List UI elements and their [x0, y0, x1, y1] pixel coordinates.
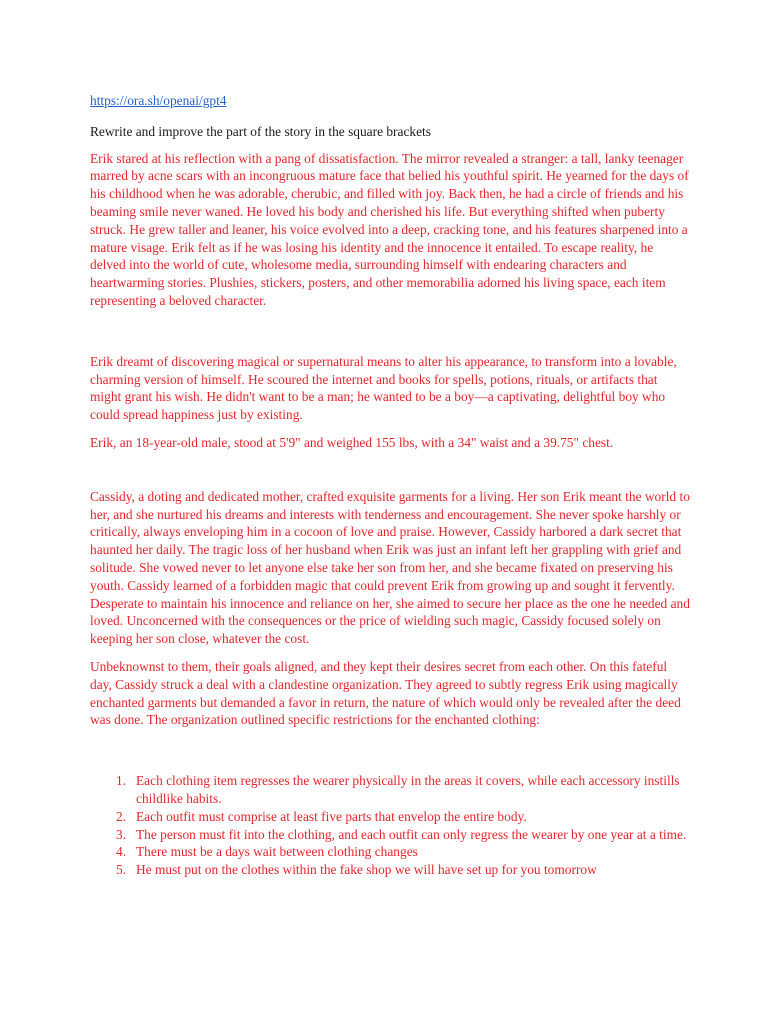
list-item [90, 861, 690, 879]
list-item-number: 4. [116, 844, 127, 860]
paragraph-gap [90, 739, 690, 772]
story-paragraph-2: Erik dreamt of discovering magical or supernatural means to alter his appearance, to transform into a lovable, charming version of himself. He scoured the internet and books for spells, potions, rituals, or artifacts that might grant his wish. He didn't want to be a man; he wanted to be a boy—a captivating, delightful boy who could spread happiness just by existing. [90, 353, 677, 423]
list-item-number: 1. [116, 773, 127, 789]
list-item [90, 843, 690, 861]
list-item-number: 5. [116, 862, 127, 878]
list-item-text: He must put on the clothes within the fake shop we will have set up for you tomorrow [136, 862, 597, 878]
list-item [90, 826, 690, 844]
instruction-text: Rewrite and improve the part of the story in the square brackets [90, 123, 431, 139]
list-item-number: 2. [116, 808, 127, 824]
document-page [90, 92, 690, 879]
story-paragraph-5: Unbeknownst to them, their goals aligned, and they kept their desires secret from each other. On this fateful day, Cassidy struck a deal with a clandestine organization. They agreed to subtly regress Erik using magically enchanted garments but demanded a favor in return, the nature of which would only be revealed after the deed was done. The organization outlined specific restrictions for the enchanted clothing: [90, 658, 681, 728]
story-paragraph-4: Cassidy, a doting and dedicated mother, crafted exquisite garments for a living. Her son Erik meant the world to her, and she nurtured his dreams and interests with tenderness and encouragement. She never spoke harshly or critically, always enveloping him in a cocoon of love and praise. However, Cassidy harbored a dark secret that haunted her daily. The tragic loss of her husband when Erik was just an infant left her grappling with grief and solitude. She vowed never to let anyone else take her son from her, and she became fixated on preserving his youth. Cassidy learned of a forbidden magic that could prevent Erik from growing up and sought it fervently. Desperate to maintain his innocence and reliance on her, she aimed to secure her place as the one he needed and loved. Unconcerned with the consequences or the price of wielding such magic, Cassidy focused solely on keeping her son close, whatever the cost. [90, 488, 690, 647]
story-paragraph-3: Erik, an 18-year-old male, stood at 5'9" and weighed 155 lbs, with a 34" waist and a 39.75" chest. [90, 434, 614, 450]
list-item-text: There must be a days wait between clothing changes [136, 844, 418, 860]
story-paragraph-1: Erik stared at his reflection with a pang of dissatisfaction. The mirror revealed a stranger: a tall, lanky teenager marred by acne scars with an incongruous mature face that belied his youthful spirit. He yearned for the days of his childhood when he was adorable, cherubic, and filled with joy. Back then, he had a circle of friends and his beaming smile never waned. He loved his body and cherished his life. But everything shifted when puberty struck. He grew taller and leaner, his voice evolved into a deep, cracking tone, and his features sharpened into a mature visage. Erik felt as if he was losing his identity and the innocence it entailed. To escape reality, he delved into the world of cute, wholesome media, surrounding himself with endearing characters and heartwarming stories. Plushies, stickers, posters, and other memorabilia adorned his living space, each item representing a beloved character. [90, 150, 689, 308]
list-item-number: 3. [116, 826, 127, 842]
list-item [90, 772, 690, 808]
list-item-text: Each outfit must comprise at least five parts that envelop the entire body. [136, 808, 527, 824]
list-item-text: Each clothing item regresses the wearer physically in the areas it covers, while each accessory instills childlike habits. [136, 773, 680, 806]
source-link[interactable]: https://ora.sh/openai/gpt4 [90, 93, 227, 108]
rules-list [90, 772, 690, 879]
list-item-text: The person must fit into the clothing, and each outfit can only regress the wearer by one year at a time. [136, 826, 687, 842]
paragraph-gap [90, 320, 690, 353]
list-item [90, 808, 690, 826]
paragraph-gap [90, 462, 690, 488]
